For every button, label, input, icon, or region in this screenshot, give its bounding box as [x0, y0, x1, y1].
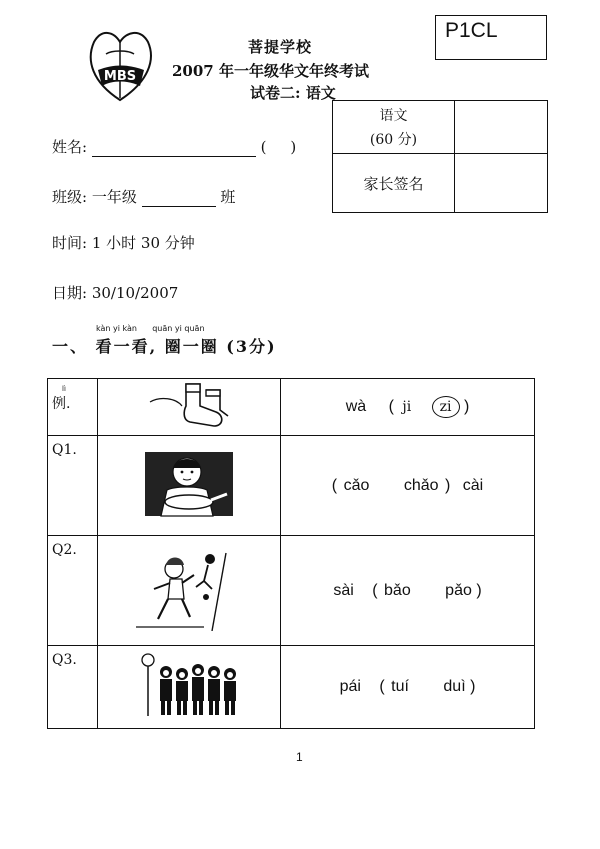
marks-label: (60 分): [369, 132, 418, 148]
example-open-bracket: (: [388, 398, 394, 415]
example-answer-cell: [281, 379, 535, 436]
parent-signature-label: 家长签名: [333, 154, 455, 213]
page-number: 1: [296, 750, 303, 764]
example-option-1: ji: [402, 399, 412, 415]
class-row: [52, 186, 235, 207]
example-word: wà: [345, 398, 367, 415]
q3-answer-cell: [281, 646, 535, 729]
socks-icon: [146, 380, 232, 430]
q3-option-1[interactable]: tuí: [391, 678, 409, 695]
score-signature-table: [332, 100, 548, 213]
running-icon: [134, 547, 244, 631]
example-label: 例.: [52, 396, 71, 412]
table-row: [48, 436, 535, 536]
question-table: [47, 378, 535, 729]
q1-answer-cell: [281, 436, 535, 536]
svg-text:MBS: MBS: [103, 69, 137, 84]
example-pinyin: lì: [62, 385, 66, 393]
q2-image-cell: [98, 536, 281, 646]
class-field[interactable]: [142, 192, 216, 207]
subject-marks-cell: [333, 101, 455, 154]
name-label: 姓名:: [52, 138, 88, 156]
q2-word: sài: [333, 581, 354, 599]
class-label: 班级: 一年级: [52, 188, 137, 206]
q1-open-bracket: (: [331, 476, 338, 494]
score-cell[interactable]: [455, 101, 548, 154]
time-info: 时间: 1 小时 30 分钟: [52, 234, 195, 252]
exam-title: 2007 年一年级华文年终考试: [172, 62, 369, 80]
q2-close-bracket: ): [476, 581, 482, 599]
cooking-icon: [143, 450, 235, 518]
name-number-bracket[interactable]: ( ): [260, 138, 297, 156]
paper-code-box: [435, 15, 547, 60]
date-info: 日期: 30/10/2007: [52, 284, 179, 302]
example-label-cell: [48, 379, 98, 436]
table-row: [48, 646, 535, 729]
q2-option-2[interactable]: pǎo: [445, 581, 472, 599]
subject-label: 语文: [379, 108, 408, 124]
school-name: 菩提学校: [248, 38, 313, 56]
name-field[interactable]: [92, 142, 256, 157]
parent-signature-cell[interactable]: [455, 154, 548, 213]
table-row: [48, 536, 535, 646]
q3-option-2[interactable]: duì: [443, 678, 466, 695]
q1-option-2[interactable]: chǎo: [403, 476, 439, 494]
q2-open-bracket: (: [372, 581, 378, 599]
q3-open-bracket: (: [379, 678, 385, 695]
q3-word: pái: [339, 678, 361, 695]
paper-code: P1CL: [445, 19, 498, 42]
example-option-2-circled: zi: [432, 396, 460, 418]
q3-label: Q3.: [48, 646, 98, 729]
q2-answer-cell: [281, 536, 535, 646]
q1-word: cài: [462, 476, 484, 494]
q3-close-bracket: ): [470, 678, 476, 695]
class-suffix: 班: [220, 188, 236, 206]
queue-icon: [134, 652, 244, 718]
paper-title: 试卷二: 语文: [250, 84, 336, 102]
q1-close-bracket: ): [444, 476, 451, 494]
q1-label: Q1.: [48, 436, 98, 536]
example-close-bracket: ): [463, 398, 470, 415]
section-pinyin: kàn yi kàn quān yi quān: [96, 324, 205, 333]
table-row: [48, 379, 535, 436]
section-title: 一、 看一看, 圈一圈 (3分): [52, 337, 277, 356]
school-logo-icon: [84, 24, 156, 102]
name-row: [52, 136, 296, 157]
q1-option-1[interactable]: cǎo: [343, 476, 370, 494]
q2-label: Q2.: [48, 536, 98, 646]
q1-image-cell: [98, 436, 281, 536]
q3-image-cell: [98, 646, 281, 729]
q2-option-1[interactable]: bǎo: [384, 581, 411, 599]
example-image-cell: [98, 379, 281, 436]
